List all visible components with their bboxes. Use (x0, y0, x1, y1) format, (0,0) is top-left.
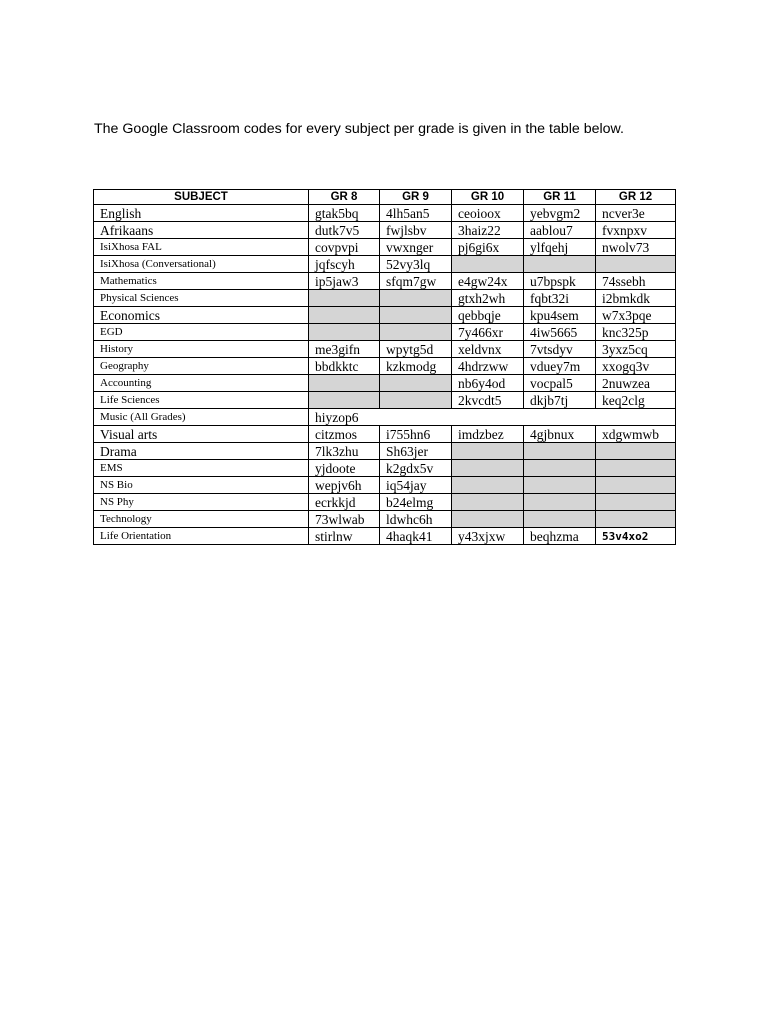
code-cell: vduey7m (524, 358, 596, 375)
table-row (94, 443, 676, 460)
code-cell: 7lk3zhu (309, 443, 380, 460)
subject-cell: Visual arts (94, 426, 309, 443)
empty-cell (596, 477, 676, 494)
code-cell: knc325p (596, 324, 676, 341)
code-cell: xxogq3v (596, 358, 676, 375)
table-row (94, 426, 676, 443)
subject-cell: English (94, 205, 309, 222)
empty-cell (309, 392, 380, 409)
subject-cell: Accounting (94, 375, 309, 392)
table-row (94, 256, 676, 273)
code-cell: wepjv6h (309, 477, 380, 494)
code-cell: i2bmkdk (596, 290, 676, 307)
header-gr8: GR 8 (309, 190, 380, 205)
table-row (94, 392, 676, 409)
code-cell: dkjb7tj (524, 392, 596, 409)
empty-cell (596, 256, 676, 273)
empty-cell (452, 494, 524, 511)
code-cell: w7x3pqe (596, 307, 676, 324)
subject-cell: NS Bio (94, 477, 309, 494)
code-cell: 73wlwab (309, 511, 380, 528)
table-row (94, 460, 676, 477)
code-cell: keq2clg (596, 392, 676, 409)
code-cell: u7bpspk (524, 273, 596, 290)
empty-cell (452, 477, 524, 494)
code-cell: imdzbez (452, 426, 524, 443)
empty-cell (596, 511, 676, 528)
code-cell: ldwhc6h (380, 511, 452, 528)
code-cell: Sh63jer (380, 443, 452, 460)
table-row (94, 528, 676, 545)
code-cell: kzkmodg (380, 358, 452, 375)
code-cell: k2gdx5v (380, 460, 452, 477)
empty-cell (380, 324, 452, 341)
code-cell: nwolv73 (596, 239, 676, 256)
subject-cell: Drama (94, 443, 309, 460)
empty-cell (309, 375, 380, 392)
subject-cell: Physical Sciences (94, 290, 309, 307)
code-cell: i755hn6 (380, 426, 452, 443)
code-cell: citzmos (309, 426, 380, 443)
table-row (94, 358, 676, 375)
code-cell: stirlnw (309, 528, 380, 545)
code-cell: kpu4sem (524, 307, 596, 324)
table-row (94, 290, 676, 307)
code-cell: y43xjxw (452, 528, 524, 545)
subject-cell: EGD (94, 324, 309, 341)
subject-cell: IsiXhosa (Conversational) (94, 256, 309, 273)
header-gr12: GR 12 (596, 190, 676, 205)
code-cell: ylfqehj (524, 239, 596, 256)
code-cell: dutk7v5 (309, 222, 380, 239)
subject-cell: Mathematics (94, 273, 309, 290)
empty-cell (309, 307, 380, 324)
empty-cell (452, 443, 524, 460)
code-cell: jqfscyh (309, 256, 380, 273)
subject-cell: IsiXhosa FAL (94, 239, 309, 256)
code-cell: 74ssebh (596, 273, 676, 290)
empty-cell (524, 256, 596, 273)
empty-cell (380, 307, 452, 324)
code-cell: 3haiz22 (452, 222, 524, 239)
empty-cell (524, 494, 596, 511)
code-cell: 4lh5an5 (380, 205, 452, 222)
code-cell: 7y466xr (452, 324, 524, 341)
empty-cell (452, 256, 524, 273)
code-cell: 3yxz5cq (596, 341, 676, 358)
table-row (94, 222, 676, 239)
code-cell: iq54jay (380, 477, 452, 494)
empty-cell (524, 477, 596, 494)
empty-cell (380, 290, 452, 307)
subject-cell: Music (All Grades) (94, 409, 309, 426)
code-cell: aablou7 (524, 222, 596, 239)
subject-cell: NS Phy (94, 494, 309, 511)
code-cell: wpytg5d (380, 341, 452, 358)
code-cell: sfqm7gw (380, 273, 452, 290)
code-cell: covpvpi (309, 239, 380, 256)
code-cell: 4haqk41 (380, 528, 452, 545)
code-cell: 7vtsdyv (524, 341, 596, 358)
empty-cell (524, 443, 596, 460)
code-cell: b24elmg (380, 494, 452, 511)
code-cell: xdgwmwb (596, 426, 676, 443)
header-subject: SUBJECT (94, 190, 309, 205)
table-row (94, 239, 676, 256)
header-gr11: GR 11 (524, 190, 596, 205)
code-cell: vocpal5 (524, 375, 596, 392)
code-cell: gtak5bq (309, 205, 380, 222)
empty-cell (452, 511, 524, 528)
subject-cell: Life Orientation (94, 528, 309, 545)
code-cell: pj6gi6x (452, 239, 524, 256)
subject-cell: Life Sciences (94, 392, 309, 409)
code-cell: fvxnpxv (596, 222, 676, 239)
code-cell: 4hdrzww (452, 358, 524, 375)
table-row (94, 494, 676, 511)
empty-cell (309, 290, 380, 307)
code-cell: ip5jaw3 (309, 273, 380, 290)
table-row (94, 477, 676, 494)
code-cell: bbdkktc (309, 358, 380, 375)
header-gr9: GR 9 (380, 190, 452, 205)
code-cell: yjdoote (309, 460, 380, 477)
code-cell: ecrkkjd (309, 494, 380, 511)
table-row (94, 307, 676, 324)
code-cell: ncver3e (596, 205, 676, 222)
subject-cell: Geography (94, 358, 309, 375)
empty-cell (380, 375, 452, 392)
subject-cell: Economics (94, 307, 309, 324)
code-cell: 2kvcdt5 (452, 392, 524, 409)
code-cell: me3gifn (309, 341, 380, 358)
classroom-codes-table (93, 189, 676, 545)
empty-cell (596, 494, 676, 511)
subject-cell: History (94, 341, 309, 358)
code-cell: yebvgm2 (524, 205, 596, 222)
code-cell: 52vy3lq (380, 256, 452, 273)
empty-cell (380, 392, 452, 409)
code-cell: 4gjbnux (524, 426, 596, 443)
table-row (94, 341, 676, 358)
empty-cell (524, 460, 596, 477)
code-cell: fqbt32i (524, 290, 596, 307)
all-grades-code-cell: hiyzop6 (309, 409, 676, 426)
code-cell: fwjlsbv (380, 222, 452, 239)
subject-cell: EMS (94, 460, 309, 477)
table-header-row (94, 190, 676, 205)
table-row (94, 324, 676, 341)
code-cell: 4iw5665 (524, 324, 596, 341)
table-row (94, 511, 676, 528)
table-row (94, 205, 676, 222)
empty-cell (524, 511, 596, 528)
empty-cell (309, 324, 380, 341)
subject-cell: Technology (94, 511, 309, 528)
subject-cell: Afrikaans (94, 222, 309, 239)
code-cell: vwxnger (380, 239, 452, 256)
code-cell: 53v4xo2 (596, 528, 676, 545)
code-cell: 2nuwzea (596, 375, 676, 392)
intro-text: The Google Classroom codes for every subject per grade is given in the table below. (94, 121, 624, 137)
code-cell: ceoioox (452, 205, 524, 222)
code-cell: e4gw24x (452, 273, 524, 290)
header-gr10: GR 10 (452, 190, 524, 205)
code-cell: beqhzma (524, 528, 596, 545)
code-cell: xeldvnx (452, 341, 524, 358)
table-row (94, 273, 676, 290)
table-row (94, 375, 676, 392)
empty-cell (596, 460, 676, 477)
code-cell: qebbqje (452, 307, 524, 324)
code-cell: gtxh2wh (452, 290, 524, 307)
table-row (94, 409, 676, 426)
code-cell: nb6y4od (452, 375, 524, 392)
empty-cell (452, 460, 524, 477)
empty-cell (596, 443, 676, 460)
